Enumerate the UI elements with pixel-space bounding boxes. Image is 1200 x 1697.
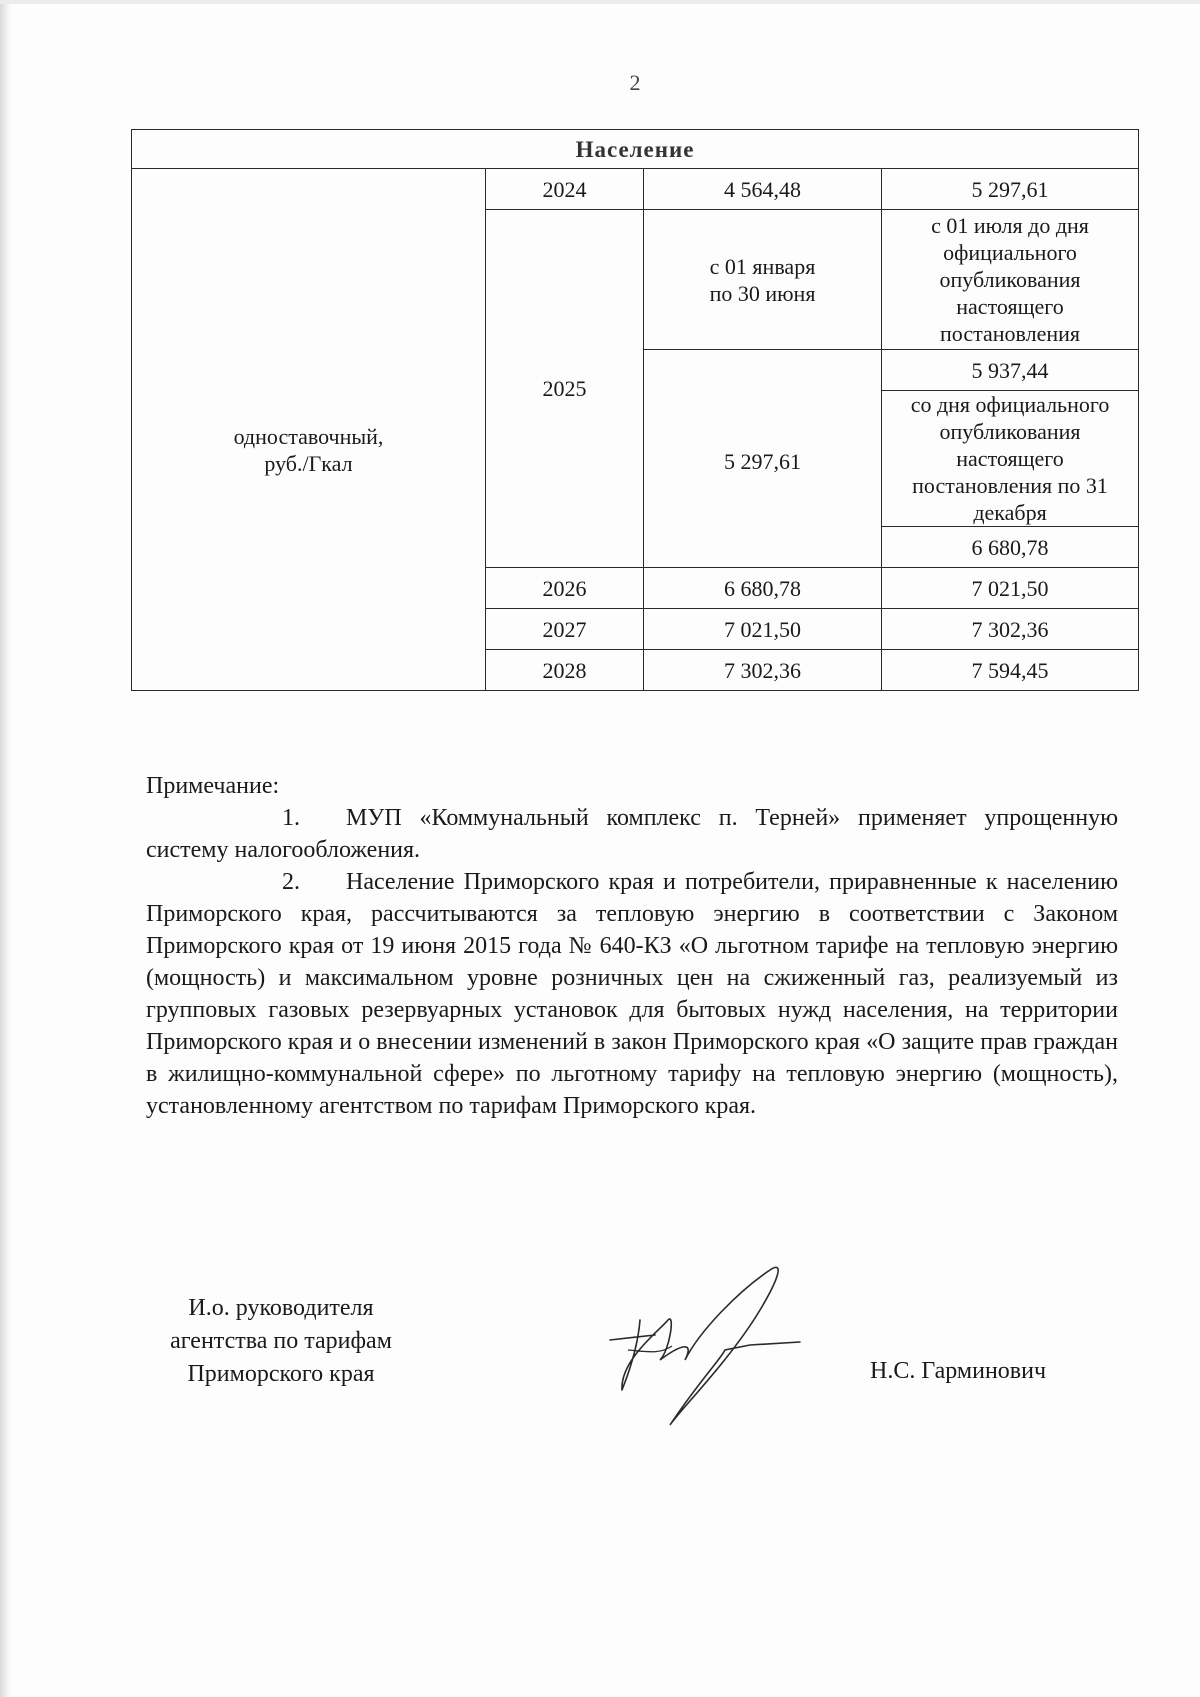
value-cell: 6 680,78 xyxy=(644,568,882,609)
year-cell: 2028 xyxy=(486,650,644,691)
value-cell: 5 297,61 xyxy=(644,350,882,568)
value-cell: 5 297,61 xyxy=(882,169,1139,210)
value-cell: 5 937,44 xyxy=(882,350,1139,391)
period-label-cell xyxy=(882,210,1139,350)
handwritten-signature xyxy=(600,1250,820,1450)
note-title: Примечание: xyxy=(146,773,280,799)
period-label-cell xyxy=(644,210,882,350)
table-row xyxy=(132,169,1139,210)
period-label: с 01 января по 30 июня xyxy=(709,253,816,306)
value-cell: 7 021,50 xyxy=(644,609,882,650)
signatory-title-line: Приморского края xyxy=(187,1361,375,1387)
period-label-cell xyxy=(882,391,1139,527)
note-item xyxy=(146,802,1118,866)
tariff-type-label: одноставочный, руб./Гкал xyxy=(233,423,384,476)
note-section xyxy=(146,770,1118,1122)
year-cell: 2027 xyxy=(486,609,644,650)
year-cell: 2025 xyxy=(486,210,644,568)
note-item xyxy=(146,866,1118,1122)
period-label: с 01 июля до дня официального опубликования настоящего постановления xyxy=(931,213,1089,346)
note-item-text: МУП «Коммунальный комплекс п. Терней» применяет упрощенную систему налогообложения. xyxy=(146,805,1118,863)
value-cell: 7 021,50 xyxy=(882,568,1139,609)
table-header-row xyxy=(132,130,1139,169)
page-number: 2 xyxy=(629,70,641,95)
scan-top-edge xyxy=(0,0,1200,4)
period-label: со дня официального опубликования настоящего постановления по 31 декабря xyxy=(910,392,1110,525)
tariff-type-cell xyxy=(132,169,486,691)
value-cell: 4 564,48 xyxy=(644,169,882,210)
signatory-title-line: И.о. руководителя xyxy=(188,1295,374,1321)
scan-edge-shadow xyxy=(0,0,12,1697)
note-item-text: Население Приморского края и потребители, приравненные к населению Приморского края, рассчитываются за тепловую энергию в соответствии с Законом Приморского края от 19 июня 2015 года № 640-КЗ «О льготном тарифе на тепловую энергию (мощность) и максимальном уровне розничных цен на сжиженный газ, реализуемый из групповых газовых резервуарных установок для бытовых нужд населения, на территории Приморского края и о внесении изменений в закон Приморского края «О защите прав граждан в жилищно-коммунальной сфере» по льготному тарифу на тепловую энергию (мощность), установленному агентством по тарифам Приморского края. xyxy=(146,869,1118,1119)
note-item-number: 1. xyxy=(282,805,300,831)
value-cell: 6 680,78 xyxy=(882,527,1139,568)
value-cell: 7 594,45 xyxy=(882,650,1139,691)
tariff-table xyxy=(131,129,1139,691)
note-item-number: 2. xyxy=(282,869,300,895)
value-cell: 7 302,36 xyxy=(644,650,882,691)
signatory-name: Н.С. Гарминович xyxy=(870,1358,1047,1384)
year-cell: 2024 xyxy=(486,169,644,210)
signatory-title-line: агентства по тарифам xyxy=(170,1328,392,1354)
value-cell: 7 302,36 xyxy=(882,609,1139,650)
signatory-title xyxy=(146,1292,416,1391)
section-header: Население xyxy=(132,130,1139,169)
year-cell: 2026 xyxy=(486,568,644,609)
